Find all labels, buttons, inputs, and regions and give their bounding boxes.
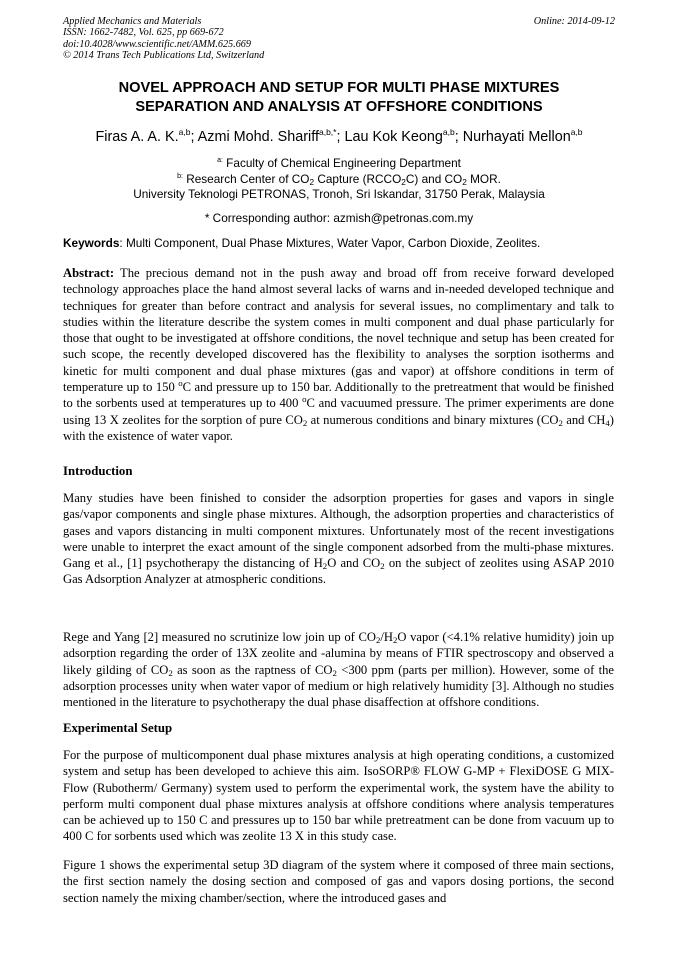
section-heading-introduction: Introduction [63,464,133,478]
keywords [63,236,623,251]
paragraph-text: on the subject of zeolites using ASAP 2010 Gas Adsorption Analyzer at atmospheric conditions. [63,556,614,587]
author-separator: ; [454,129,463,145]
affil-text: Capture (RCCO [314,171,402,186]
paragraph-text: Many studies have been finished to consider the adsorption properties for gases and vapors in single gas/vapor components and single phase mixtures. Although, the adsorption properties and characteristics of gases and vapors distancing in multi component mixtures. Unfortunately most of the recent investigations were unable to interpret the exact amount of the single component adsorbed from the multi-phase mixtures. Gang et al., [1] psychotherapy the distancing of H [63,491,614,571]
abstract-text: C and vacuumed pressure. The primer experiments are done using 13 X zeolites for the sorption of pure CO [63,396,614,427]
paragraph-text: /H [380,630,393,644]
issn-line: ISSN: 1662-7482, Vol. 625, pp 669-672 [63,27,224,39]
abstract [63,265,614,444]
affil-text: C) and CO [405,171,463,186]
subscript: 2 [375,635,381,645]
university: University Teknologi PETRONAS, Tronoh, Sri Iskandar, 31750 Perak, Malaysia [133,187,545,201]
introduction-paragraph [63,490,614,588]
affil-text: MOR. [466,171,501,186]
abstract-text: The precious demand not in the push away and broad off from receive forward developed technology approaches place the hand almost several lacks of warns and in-needed developed technique and techniques for greater than before contract and analysis for several issues, no complimentary and talk to studies within the literature describe the system comes in multi component and dual phase particularly for those that ought to be investigated at offshore conditions, the novel technique and setup has been created for such scope, the recently developed discovered has the flexibility to analyses the sorption isotherms and kinetic for multi component and dual phase mixtures (gas and vapor) at offshore conditions in term of temperature up to 150 [63,266,614,395]
subscript: 2 [168,667,173,678]
title-line-1: NOVEL APPROACH AND SETUP FOR MULTI PHASE MIXTURES [118,80,560,96]
author-separator: ; [190,129,198,145]
subscript: 2 [462,177,467,187]
corresponding-author: * Corresponding author: azmish@petronas.com.my [204,211,474,225]
subscript: 2 [309,177,315,187]
author-affil-mark: a,b [178,127,191,137]
affil-mark-b: b: [177,172,183,180]
paragraph-text: Rege and Yang [2] measured no scrutinize low join up of CO [63,630,376,644]
subscript: 2 [302,417,308,428]
abstract-text: C and pressure up to 150 bar. Additionally to the pretreatment that would be finished to the sorbents used at temperatures up to 400 [63,380,614,411]
doi-line: doi:10.4028/www.scientific.net/AMM.625.669 [63,38,251,50]
author-affil-mark: a,b [570,127,583,137]
journal-header [63,16,264,61]
degree-mark: o [302,394,307,405]
abstract-text: ) with the existence of water vapor. [63,412,614,443]
author-separator: ; [336,129,345,145]
author-name: Firas A. A. K. [95,129,179,145]
abstract-text: at numerous conditions and binary mixtures (CO [307,412,559,427]
journal-name: Applied Mechanics and Materials [63,16,202,27]
affiliation-b [40,172,638,188]
abstract-text: and CH [562,412,606,427]
subscript: 2 [401,177,406,187]
abstract-label: Abstract: [63,266,115,280]
subscript: 2 [558,417,563,428]
online-date: Online: 2014-09-12 [533,16,615,27]
keywords-label: Keywords [63,236,120,250]
author-list [40,128,638,146]
introduction-paragraph [63,629,614,710]
section-heading-experimental-setup: Experimental Setup [63,721,173,735]
subscript: 2 [380,561,385,572]
affiliations [40,156,638,203]
experimental-paragraph: For the purpose of multicomponent dual phase mixtures analysis at high operating conditions, a customized system and setup has been developed to achieve this aim. IsoSORP® FLOW G-MP + FlexiDOSE G MIX-Flow (Rubotherm/ Germany) system used to perform the experimental work, the system have the ability to perform multi component dual phase mixtures analysis at offshore conditions where analysis temperatures can be achieved up to 150 C and pressures up to 150 bar while pretreatment can be done from vacuum up to 400 C for sorbents used which was zeolite 13 X in this study case. [63,748,614,844]
paper-title [40,79,638,117]
paragraph-text: as soon as the raptness of CO [172,662,333,677]
author-affil-mark: a,b [442,127,455,137]
author-affil-mark: a,b,* [318,127,337,137]
subscript: 2 [322,561,328,572]
paragraph-text: O and CO [327,556,381,571]
author-name: Azmi Mohd. Shariff [197,129,319,145]
keywords-text: : Multi Component, Dual Phase Mixtures, Water Vapor, Carbon Dioxide, Zeolites. [119,236,541,250]
experimental-paragraph: Figure 1 shows the experimental setup 3D diagram of the system where it composed of three main sections, the first section namely the dosing section and composed of gas and vapors dosing portions, the second section namely the mixing chamber/section, where the introduced gases and [63,858,614,905]
copyright-line: © 2014 Trans Tech Publications Ltd, Switzerland [63,49,265,61]
affil-mark-a: a: [217,157,223,164]
author-name: Nurhayati Mellon [462,129,571,145]
subscript: 4 [605,417,610,428]
paragraph-text: O vapor (<4.1% relative humidity) join up adsorption regarding the order of 13X zeolite and -alumina by means of FTIR spectroscopy and observed a likely gilding of CO [63,630,614,677]
subscript: 2 [332,667,337,678]
author-name: Lau Kok Keong [344,129,443,145]
subscript: 2 [392,635,398,645]
paragraph-text: <300 ppm (parts per million). However, some of the adsorption processes unity when water vapor of medium or high relatively humidity [3]. Although no studies mentioned in the literature to psychotherapy the dual phase disaffection at offshore conditions. [63,662,614,710]
affiliation-a [40,156,638,172]
affil-text-a: Faculty of Chemical Engineering Department [222,156,461,170]
degree-mark: o [178,378,183,389]
affil-text: Research Center of CO [182,171,310,186]
title-line-2: SEPARATION AND ANALYSIS AT OFFSHORE CONDITIONS [135,99,543,115]
